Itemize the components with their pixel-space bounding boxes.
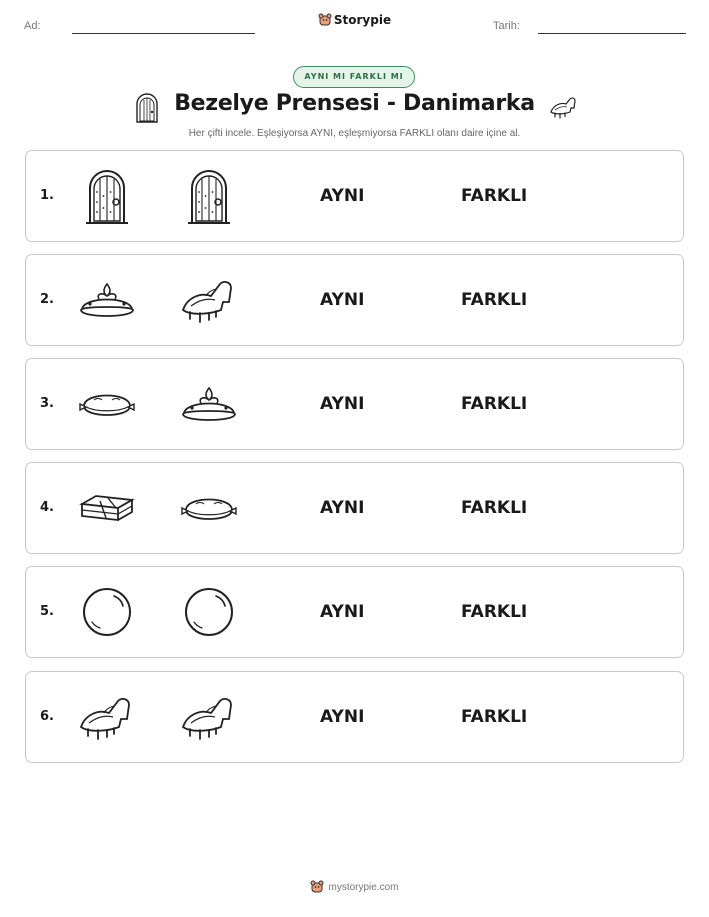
activity-type-badge: AYNI MI FARKLI MI: [293, 66, 415, 88]
crown-icon: [178, 374, 240, 434]
footer-url: mystorypie.com: [328, 882, 399, 893]
different-option[interactable]: FARKLI: [461, 290, 528, 310]
door-icon: [178, 166, 240, 226]
page-title: Bezelye Prensesi - Danimarka: [174, 91, 535, 116]
door-icon: [76, 166, 138, 226]
row-number: 3.: [40, 396, 54, 411]
same-option[interactable]: AYNI: [320, 186, 365, 206]
row-number: 4.: [40, 500, 54, 515]
pair-row: [25, 671, 684, 763]
pea-icon: [178, 582, 240, 642]
different-option[interactable]: FARKLI: [461, 602, 528, 622]
storypie-mascot-icon: [318, 13, 332, 27]
slipper-icon: [548, 93, 580, 121]
name-field[interactable]: [72, 33, 255, 34]
pair-row: [25, 566, 684, 658]
different-option[interactable]: FARKLI: [461, 394, 528, 414]
same-option[interactable]: AYNI: [320, 394, 365, 414]
pair-row: [25, 254, 684, 346]
slipper-icon: [178, 687, 240, 747]
slipper-icon: [76, 687, 138, 747]
brand-name: Storypie: [333, 13, 392, 27]
row-number: 2.: [40, 292, 54, 307]
name-label: Ad:: [24, 20, 41, 32]
row-number: 6.: [40, 709, 54, 724]
cushion-icon: [76, 374, 138, 434]
pair-row: [25, 150, 684, 242]
pair-row: [25, 462, 684, 554]
different-option[interactable]: FARKLI: [461, 498, 528, 518]
cushion-icon: [178, 478, 240, 538]
storypie-mascot-icon: [310, 880, 324, 894]
brand-logo: [0, 13, 709, 27]
same-option[interactable]: AYNI: [320, 290, 365, 310]
crown-icon: [76, 270, 138, 330]
instructions: Her çifti incele. Eşleşiyorsa AYNI, eşleşmiyorsa FARKLI olanı daire içine al.: [188, 128, 521, 139]
row-number: 5.: [40, 604, 54, 619]
footer: [0, 880, 709, 894]
different-option[interactable]: FARKLI: [461, 707, 528, 727]
slipper-icon: [178, 270, 240, 330]
pair-row: [25, 358, 684, 450]
same-option[interactable]: AYNI: [320, 498, 365, 518]
different-option[interactable]: FARKLI: [461, 186, 528, 206]
date-label: Tarih:: [493, 20, 520, 32]
row-number: 1.: [40, 188, 54, 203]
same-option[interactable]: AYNI: [320, 602, 365, 622]
pea-icon: [76, 582, 138, 642]
date-field[interactable]: [538, 33, 686, 34]
same-option[interactable]: AYNI: [320, 707, 365, 727]
mattress-icon: [76, 478, 138, 538]
